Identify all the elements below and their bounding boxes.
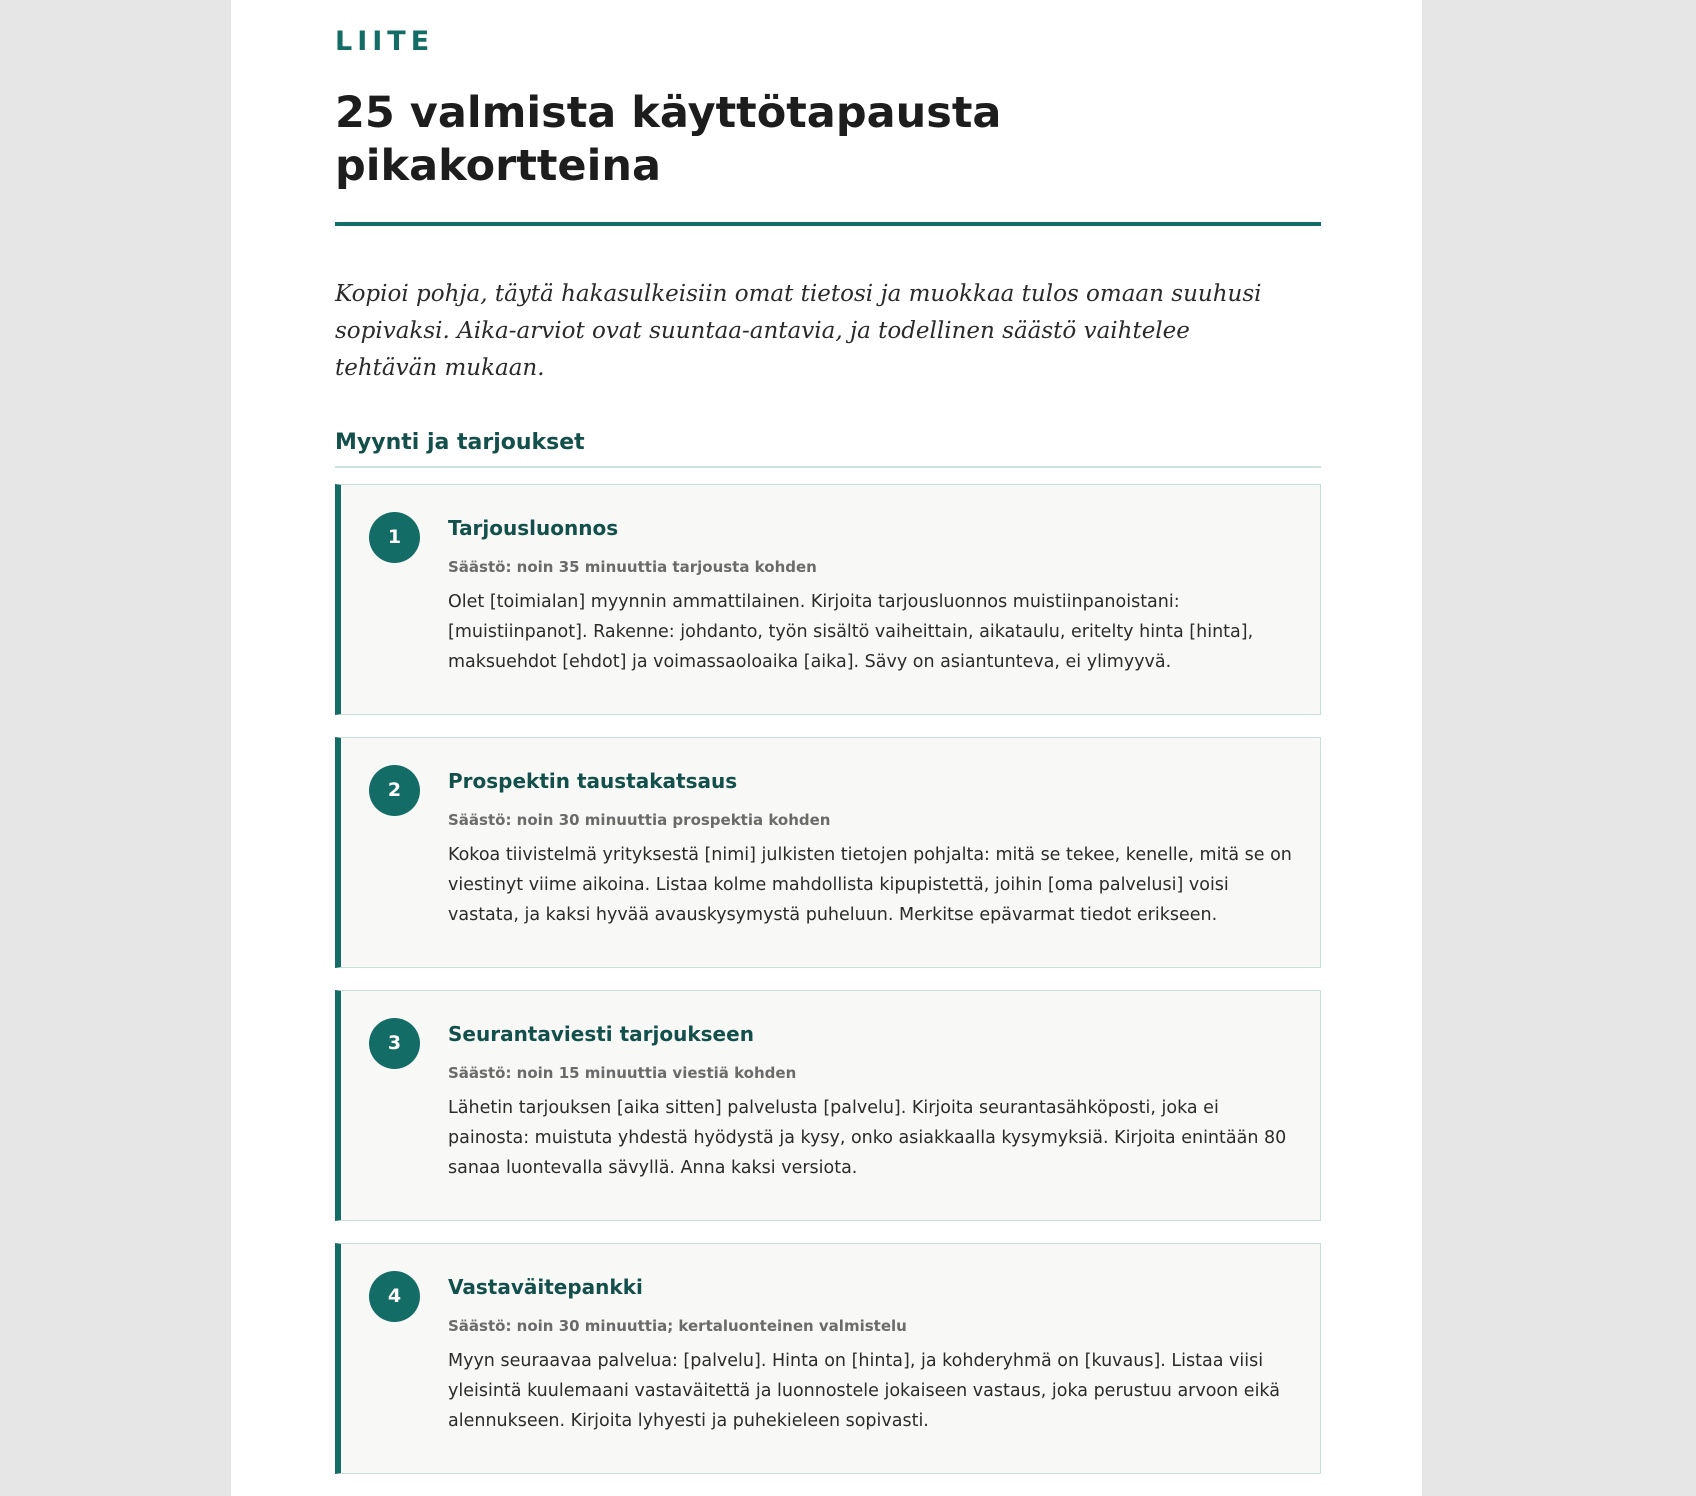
page-title: 25 valmista käyttötapausta pikakortteina [335, 88, 1002, 191]
card-title: Seurantaviesti tarjoukseen [448, 1022, 754, 1046]
card-saving: Säästö: noin 30 minuuttia prospektia kohden [448, 811, 831, 829]
appendix-label: LIITE [335, 26, 435, 57]
use-case-card [335, 1243, 1321, 1474]
card-body [448, 1021, 1298, 1183]
section-divider [335, 466, 1321, 468]
card-title: Prospektin taustakatsaus [448, 769, 738, 793]
card-body [448, 1274, 1298, 1436]
document-page [231, 0, 1422, 1496]
card-prompt-text: Myyn seuraavaa palvelua: [palvelu]. Hinta on [hinta], ja kohderyhmä on [kuvaus]. Listaa viisi yleisintä kuulemaani vastaväitettä ja luonnostele jokaiseen vastaus, joka perustuu arvoon eikä alennukseen. Kirjoita lyhyesti ja puhekieleen sopivasti. [448, 1351, 1280, 1431]
intro-paragraph: Kopioi pohja, täytä hakasulkeisiin omat tietosi ja muokkaa tulos omaan suuhusi sopivaksi. Aika-arviot ovat suuntaa-antavia, ja todellinen säästö vaihtelee tehtävän mukaan. [335, 281, 1262, 381]
card-body [448, 515, 1298, 677]
use-case-card [335, 737, 1321, 968]
card-number-badge: 2 [369, 765, 420, 816]
card-body [448, 768, 1298, 930]
use-case-card [335, 484, 1321, 715]
title-divider [335, 222, 1321, 226]
card-number-badge: 3 [369, 1018, 420, 1069]
card-prompt-text: Olet [toimialan] myynnin ammattilainen. Kirjoita tarjousluonnos muistiinpanoistani: [muistiinpanot]. Rakenne: johdanto, työn sisältö vaiheittain, aikataulu, eritelty hinta [hinta], maksuehdot [ehdot] ja voimassaoloaika [aika]. Sävy on asiantunteva, ei ylimyyvä. [448, 592, 1254, 672]
card-prompt-text: Kokoa tiivistelmä yrityksestä [nimi] julkisten tietojen pohjalta: mitä se tekee, kenelle, mitä se on viestinyt viime aikoina. Listaa kolme mahdollista kipupistettä, joihin [oma palvelusi] voisi vastata, ja kaksi hyvää avauskysymystä puheluun. Merkitse epävarmat tiedot erikseen. [448, 845, 1292, 925]
card-title: Tarjousluonnos [448, 516, 619, 540]
section-title: Myynti ja tarjoukset [335, 430, 585, 455]
card-saving: Säästö: noin 30 minuuttia; kertaluonteinen valmistelu [448, 1317, 907, 1335]
card-saving: Säästö: noin 35 minuuttia tarjousta kohden [448, 558, 817, 576]
use-case-card [335, 990, 1321, 1221]
card-prompt-text: Lähetin tarjouksen [aika sitten] palvelusta [palvelu]. Kirjoita seurantasähköposti, joka ei painosta: muistuta yhdestä hyödystä ja kysy, onko asiakkaalla kysymyksiä. Kirjoita enintään 80 sanaa luontevalla sävyllä. Anna kaksi versiota. [448, 1098, 1287, 1178]
card-title: Vastaväitepankki [448, 1275, 643, 1299]
card-saving: Säästö: noin 15 minuuttia viestiä kohden [448, 1064, 797, 1082]
use-case-list [335, 484, 1321, 1496]
card-number-badge: 4 [369, 1271, 420, 1322]
card-number-badge: 1 [369, 512, 420, 563]
